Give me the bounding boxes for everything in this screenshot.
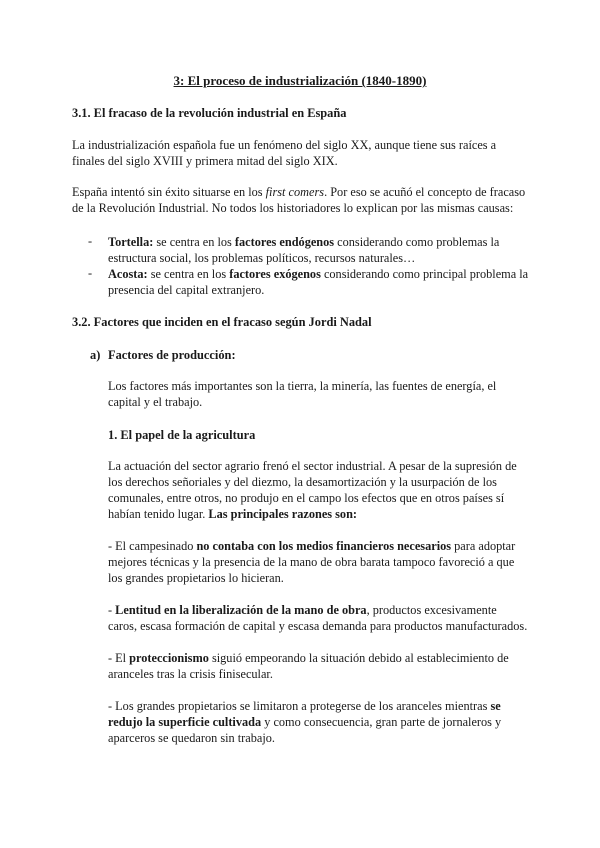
reason-item: - El campesinado no contaba con los medios financieros necesarios para adoptar mejores técnicas y la presencia de la mano de obra barata tampoco favoreció a que los grandes propietarios lo hicieran. [108,539,516,585]
subheading-factores-produccion: Factores de producción: [108,348,236,362]
bullet-item: Acosta: se centra en los factores exógenos considerando como principal problema la presencia del capital extranjero. [108,267,529,297]
paragraph: España intentó sin éxito situarse en los first comers. Por eso se acuñó el concepto de fracaso de la Revolución Industrial. No todos los historiadores lo explican por las mismas causas: [72,185,526,215]
document-title: 3: El proceso de industrialización (1840-1890) [173,73,427,88]
paragraph: La industrialización española fue un fenómeno del siglo XX, aunque tiene sus raíces a finales del siglo XVIII y primera mitad del siglo XIX. [72,138,497,168]
section-heading-3-1: 3.1. El fracaso de la revolución industrial en España [72,106,347,120]
bullet-item: Tortella: se centra en los factores endógenos considerando como problemas la estructura social, los problemas políticos, recursos naturales… [108,235,500,265]
reason-item: - Los grandes propietarios se limitaron a protegerse de los aranceles mientras se redujo la superficie cultivada y como consecuencia, gran parte de jornaleros y aparceros se quedaron sin trabajo. [108,699,502,745]
reason-item: - Lentitud en la liberalización de la mano de obra, productos excesivamente caros, escasa formación de capital y escasa demanda para productos manufacturados. [108,603,528,633]
paragraph: La actuación del sector agrario frenó el sector industrial. A pesar de la supresión de los derechos señoriales y del diezmo, la desamortización y la usurpación de los comunales, entre otros, no produjo en el campo los efectos que en otros países sí habían tenido lugar. Las principales razones son: [108,459,517,521]
bullet-dash: - [88,266,93,280]
bullet-dash: - [88,234,93,248]
list-marker: a) [90,348,101,362]
section-heading-3-2: 3.2. Factores que inciden en el fracaso según Jordi Nadal [72,315,372,329]
subheading-agricultura: 1. El papel de la agricultura [108,428,256,442]
reason-item: - El proteccionismo siguió empeorando la situación debido al establecimiento de aranceles tras la crisis finisecular. [108,651,509,681]
paragraph: Los factores más importantes son la tierra, la minería, las fuentes de energía, el capital y el trabajo. [108,379,497,409]
